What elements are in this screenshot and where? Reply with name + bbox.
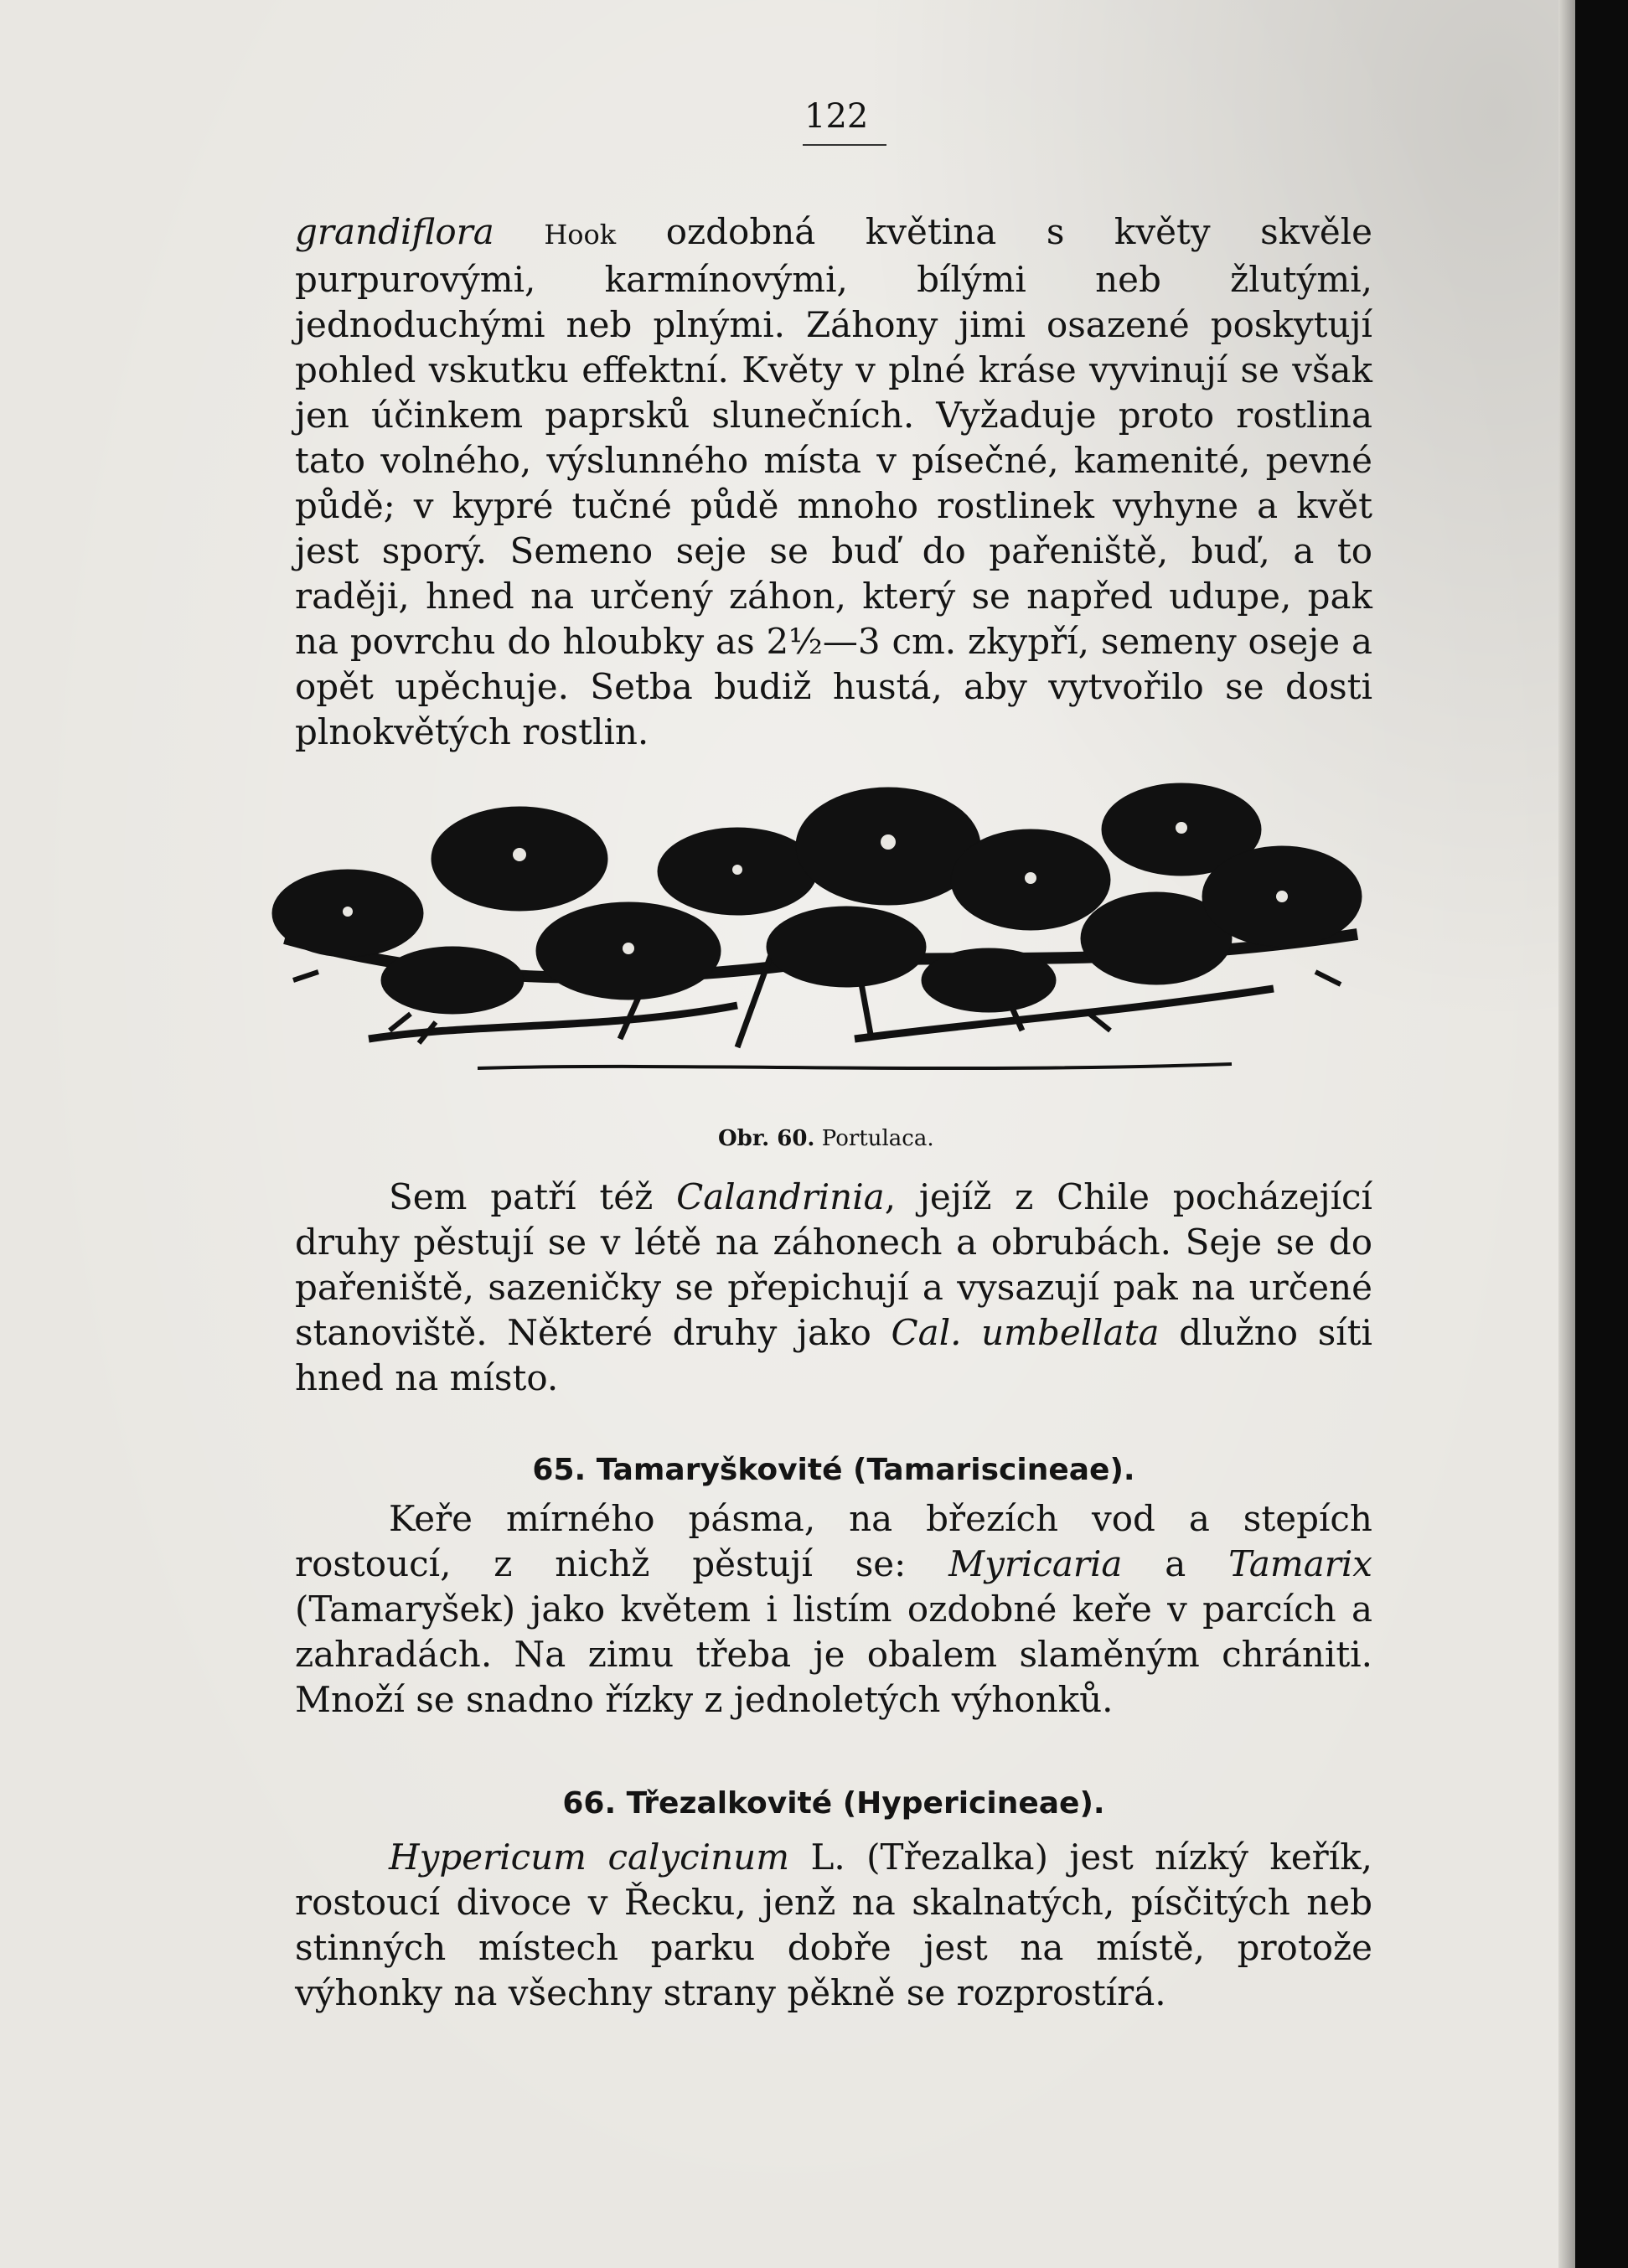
paragraph-hypericineae [295,1835,1372,2016]
paragraph-text: (Třezalka) jest nízký keřík, rostoucí divoce v Řecku, jenž na skalnatých, písčitých neb stinných místech parku dobře jest na místě, protože výhonky na všechny strany pěkně se rozprostírá. [295,1837,1372,2013]
paragraph-text: a [1122,1543,1229,1584]
author-abbrev: L. [789,1837,845,1878]
genus-name: Tamarix [1228,1543,1372,1584]
paragraph-calandrinia [295,1175,1372,1401]
figure-caption [718,1126,934,1151]
figure-caption-text: Portulaca. [814,1126,934,1151]
section-heading-65: 65. Tamaryškovité (Tamariscineae). [532,1453,1135,1487]
section-heading-66: 66. Třezalkovité (Hypericineae). [562,1786,1105,1821]
paragraph-tamariscineae [295,1496,1372,1723]
genus-name: Calandrinia [676,1176,885,1217]
species-name: Hypericum calycinum [389,1837,790,1878]
paragraph-text: dlužno síti hned na místo. [295,1312,1372,1398]
genus-name: Myricaria [948,1543,1123,1584]
species-name: Cal. umbellata [891,1312,1160,1353]
paragraph-text: Keře mírného pásma, na březích vod a stepích rostoucí, z nichž pěstují se: [295,1498,1372,1584]
paragraph-intro: Sem patří též [389,1176,677,1217]
figure-caption-label: Obr. 60. [718,1126,815,1151]
paragraph-portulaca [295,209,1372,755]
paragraph-text: , jejíž z Chile pocházející druhy pěstují se v létě na záhonech a obrubách. Seje se do pařeniště, sazeničky se přepichují a vysazují pak na určené stanoviště. Některé druhy jako [295,1176,1372,1353]
paragraph-text: ozdobná květina s květy skvěle purpurovými, karmínovými, bílými neb žlutými, jednoduchými neb plnými. Záhony jimi osazené poskytují pohled vskutku effektní. Květy v plné kráse vyvinují se však jen účinkem paprsků slunečních. Vyžaduje proto rostlina tato volného, výslunného místa v písečné, kamenité, pevné půdě; v kypré tučné půdě mnoho rostlinek vyhyne a květ jest sporý. Semeno seje se buď do pařeniště, buď, a to raději, hned na určený záhon, který se napřed udupe, pak na povrchu do hloubky as 2½—3 cm. zkypří, semeny oseje a opět upěchuje. Setba budiž hustá, aby vytvořilo se dosti plnokvětých rostlin. [295,211,1372,752]
page-number-rule [803,144,886,146]
portulaca-illustration [268,771,1399,1098]
page-edge-shadow [1558,0,1575,2268]
page-number: 122 [804,97,869,136]
author-abbrev: Hook [544,219,617,251]
species-name: grandiflora [295,211,494,252]
paragraph-text: (Tamaryšek) jako květem i listím ozdobné keře v parcích a zahradách. Na zimu třeba je obalem slaměným chrániti. Množí se snadno řízky z jednoletých výhonků. [295,1589,1372,1720]
